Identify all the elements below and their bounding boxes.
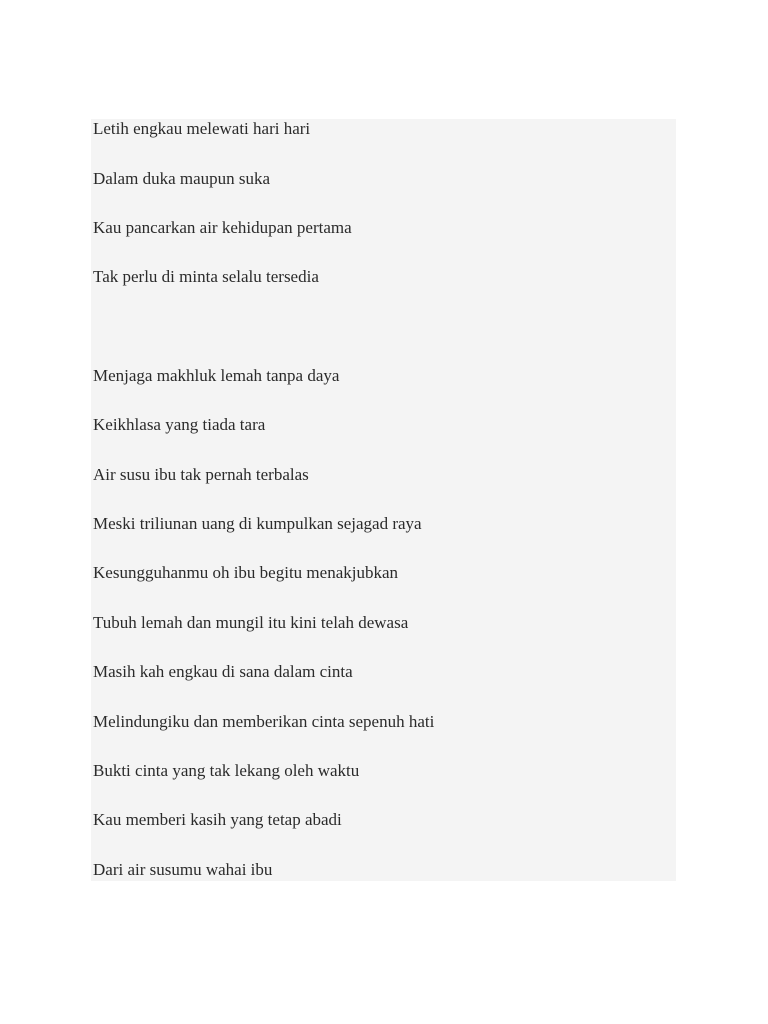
poem-line: Dalam duka maupun suka	[93, 169, 271, 188]
poem-line: Dari air susumu wahai ibu	[93, 860, 273, 879]
poem-line: Letih engkau melewati hari hari	[93, 119, 311, 138]
poem-line: Kau memberi kasih yang tetap abadi	[93, 810, 342, 829]
poem-line: Tubuh lemah dan mungil itu kini telah dewasa	[93, 613, 409, 632]
poem-line: Kesungguhanmu oh ibu begitu menakjubkan	[93, 563, 399, 582]
poem-line: Melindungiku dan memberikan cinta sepenuh hati	[93, 712, 435, 731]
poem-line: Masih kah engkau di sana dalam cinta	[93, 662, 353, 681]
poem-line: Tak perlu di minta selalu tersedia	[93, 267, 319, 286]
poem-line: Air susu ibu tak pernah terbalas	[93, 465, 309, 484]
poem-line: Meski triliunan uang di kumpulkan sejagad raya	[93, 514, 422, 533]
poem-line: Keikhlasa yang tiada tara	[93, 415, 266, 434]
poem-text-block	[91, 119, 676, 881]
poem-line: Menjaga makhluk lemah tanpa daya	[93, 366, 340, 385]
poem-line: Kau pancarkan air kehidupan pertama	[93, 218, 352, 237]
poem-line: Bukti cinta yang tak lekang oleh waktu	[93, 761, 360, 780]
